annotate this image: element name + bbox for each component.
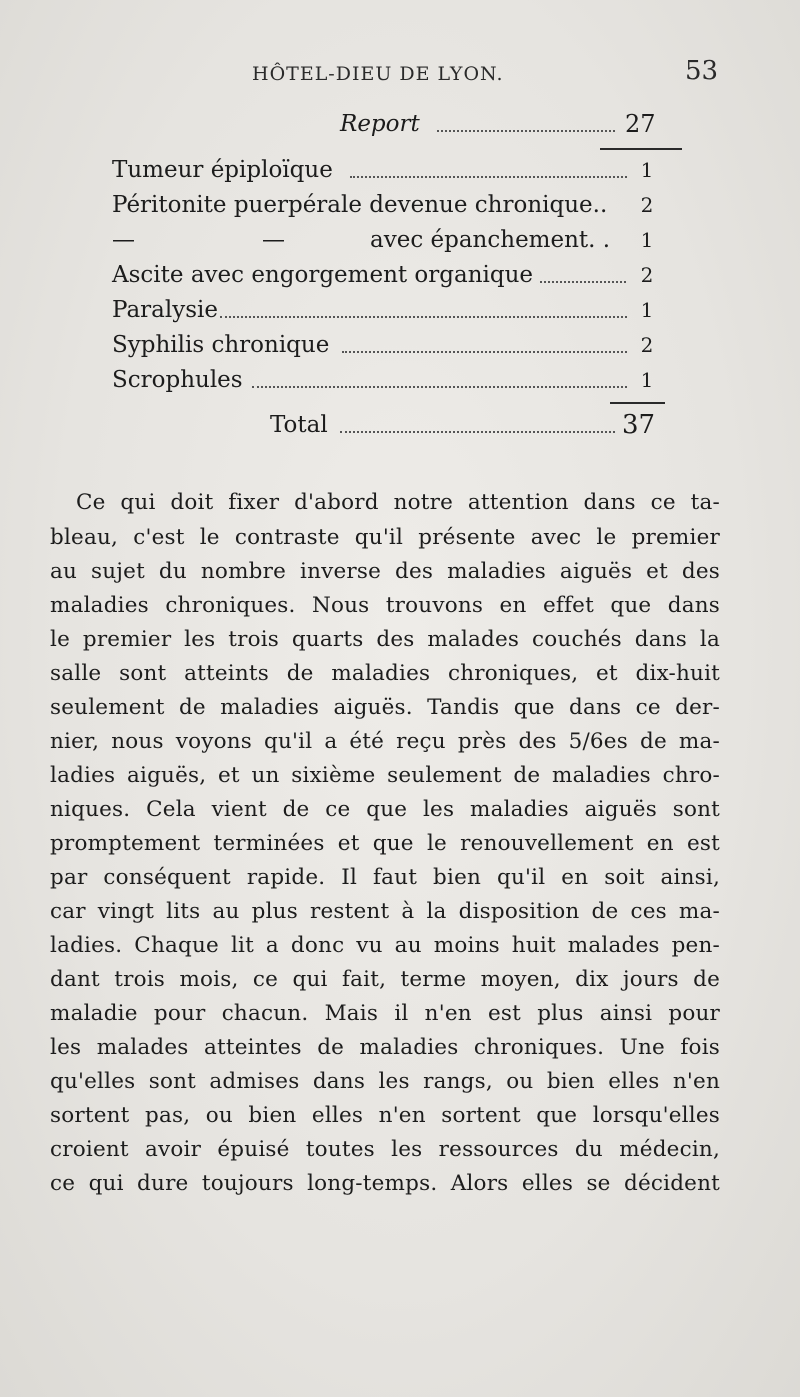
- row-value: 2: [640, 333, 654, 357]
- row-label: Ascite avec engorgement organique: [112, 262, 534, 288]
- table-row: [112, 187, 657, 223]
- report-leader: [437, 130, 615, 132]
- body-line: au sujet du nombre inverse des maladies aiguës et des: [50, 559, 720, 584]
- row-value: 2: [640, 193, 654, 217]
- total-label: Total: [270, 412, 328, 438]
- body-line: car vingt lits au plus restent à la disposition de ces ma-: [50, 899, 720, 924]
- table-row: [112, 152, 657, 188]
- row-leader: [350, 176, 627, 178]
- total-value: 37: [622, 410, 656, 440]
- body-line: salle sont atteints de maladies chroniques, et dix-huit: [50, 661, 720, 686]
- body-line: dant trois mois, ce qui fait, terme moyen, dix jours de: [50, 967, 720, 992]
- body-line: les malades atteintes de maladies chroniques. Une fois: [50, 1035, 720, 1060]
- body-line: sortent pas, ou bien elles n'en sortent que lorsqu'elles: [50, 1103, 720, 1128]
- row-leader: [540, 281, 626, 283]
- table-row: [112, 257, 657, 293]
- ditto-dash: —: [262, 227, 285, 253]
- total-rule: [610, 402, 665, 404]
- table-row: [112, 222, 657, 258]
- row-label: avec épanchement. .: [370, 227, 611, 253]
- report-value: 27: [625, 110, 656, 138]
- row-value: 1: [640, 368, 654, 392]
- body-line: maladie pour chacun. Mais il n'en est plus ainsi pour: [50, 1001, 720, 1026]
- body-line: croient avoir épuisé toutes les ressources du médecin,: [50, 1137, 720, 1162]
- body-line: promptement terminées et que le renouvellement en est: [50, 831, 720, 856]
- running-header: HÔTEL-DIEU DE LYON.: [252, 63, 504, 85]
- page-number: 53: [685, 56, 719, 86]
- row-label: Tumeur épiploïque: [112, 157, 333, 183]
- body-line: ce qui dure toujours long-temps. Alors elles se décident: [50, 1171, 720, 1196]
- report-rule: [600, 148, 682, 150]
- body-line: nier, nous voyons qu'il a été reçu près des 5/6es de ma-: [50, 729, 720, 754]
- total-leader: [340, 431, 615, 433]
- row-label: Paralysie: [112, 297, 218, 323]
- ditto-dash: —: [112, 227, 135, 253]
- row-label: Syphilis chronique: [112, 332, 330, 358]
- row-value: 2: [640, 263, 654, 287]
- row-leader: [342, 351, 627, 353]
- row-leader: [220, 316, 627, 318]
- body-line: Ce qui doit fixer d'abord notre attention dans ce ta-: [76, 490, 720, 515]
- body-line: seulement de maladies aiguës. Tandis que dans ce der-: [50, 695, 720, 720]
- row-label: Péritonite puerpérale devenue chronique..: [112, 192, 608, 218]
- body-line: niques. Cela vient de ce que les maladies aiguës sont: [50, 797, 720, 822]
- row-value: 1: [640, 298, 654, 322]
- body-line: maladies chroniques. Nous trouvons en effet que dans: [50, 593, 720, 618]
- table-row: [112, 292, 657, 328]
- row-label: Scrophules: [112, 367, 243, 393]
- body-line: ladies aiguës, et un sixième seulement de maladies chro-: [50, 763, 720, 788]
- report-label: Report: [340, 111, 420, 137]
- table-row: [112, 327, 657, 363]
- table-row: [112, 362, 657, 398]
- row-leader: [252, 386, 627, 388]
- row-value: 1: [640, 228, 654, 252]
- body-line: le premier les trois quarts des malades couchés dans la: [50, 627, 720, 652]
- row-value: 1: [640, 158, 654, 182]
- body-line: bleau, c'est le contraste qu'il présente avec le premier: [50, 525, 720, 550]
- body-line: ladies. Chaque lit a donc vu au moins huit malades pen-: [50, 933, 720, 958]
- body-line: qu'elles sont admises dans les rangs, ou bien elles n'en: [50, 1069, 720, 1094]
- body-line: par conséquent rapide. Il faut bien qu'il en soit ainsi,: [50, 865, 720, 890]
